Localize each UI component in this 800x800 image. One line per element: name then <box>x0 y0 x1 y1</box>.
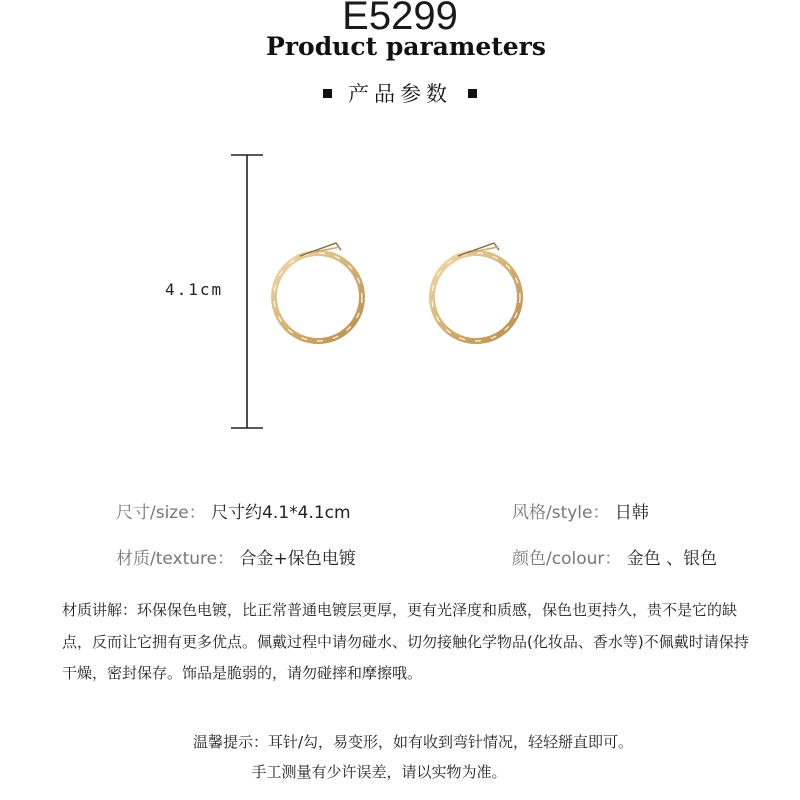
care-tip: 温馨提示：耳针/勾，易变形，如有收到弯针情况，轻轻掰直即可。 <box>192 733 634 751</box>
spec-style-label: 风格/style： <box>512 503 610 523</box>
product-code: E5299 <box>342 0 458 38</box>
spec-size <box>116 498 351 523</box>
measure-bar <box>231 155 263 428</box>
earring-right <box>432 243 520 341</box>
earring-left <box>274 243 362 341</box>
spec-colour <box>512 544 717 569</box>
spec-colour-value: 金色 、银色 <box>626 549 718 569</box>
spec-style-value: 日韩 <box>614 503 649 523</box>
page-subtitle: 产品参数 <box>348 82 452 106</box>
spec-colour-label: 颜色/colour： <box>512 549 622 569</box>
spec-texture <box>116 544 356 569</box>
measure-label: 4.1cm <box>165 280 224 299</box>
material-description: 材质讲解：环保保色电镀，比正常普通电镀层更厚，更有光泽度和质感，保色也更持久，贵不是它的缺点，反而让它拥有更多优点。佩戴过程中请勿碰水、切勿接触化学物品(化妆品、香水等)不佩戴时请保持干燥，密封保存。饰品是脆弱的，请勿碰摔和摩擦哦。 <box>62 601 749 682</box>
spec-size-label: 尺寸/size： <box>116 503 206 523</box>
spec-size-value: 尺寸约4.1*4.1cm <box>211 503 351 523</box>
spec-style <box>512 498 649 523</box>
spec-texture-value: 合金+保色电镀 <box>239 549 356 569</box>
spec-texture-label: 材质/texture： <box>116 549 235 569</box>
page-title: Product parameters <box>266 32 546 61</box>
measurement-note: 手工测量有少许误差，请以实物为准。 <box>251 763 507 781</box>
